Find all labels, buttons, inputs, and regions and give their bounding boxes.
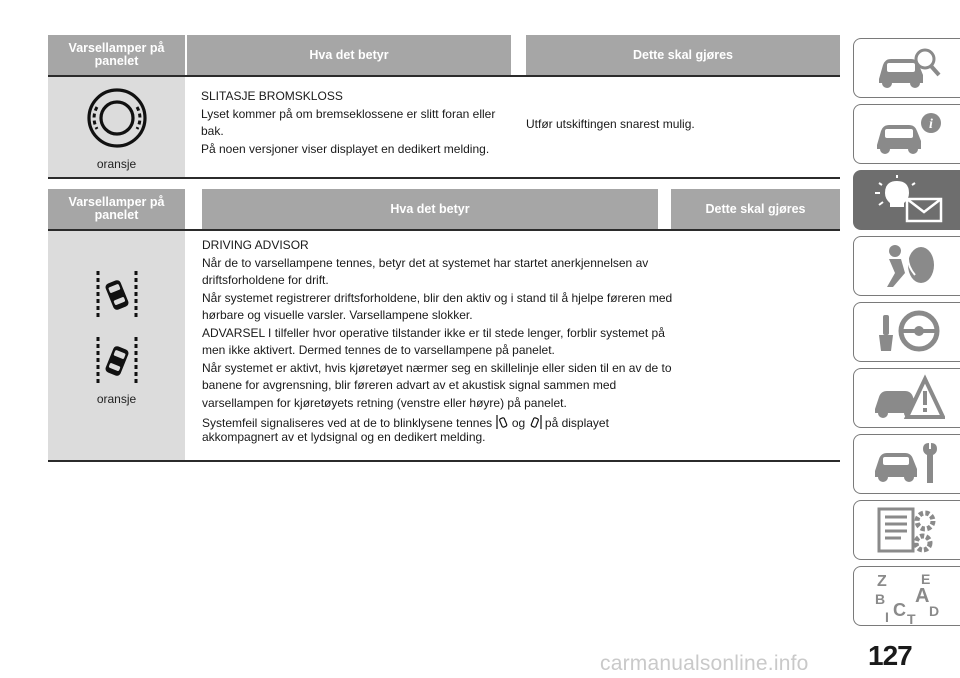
paragraph: Lyset kommer på om bremseklossene er slitt foran eller bak. (201, 106, 496, 138)
paragraph: ADVARSEL I tilfeller hvor operative tilstander ikke er til stede lenger, forblir systemet på men ikke aktivert. Dermed tennes de to varsellampene på panelet. (202, 325, 665, 357)
table-row (48, 77, 840, 179)
action-text: Utfør utskiftingen snarest mulig. (526, 117, 695, 132)
lane-left-icon (92, 267, 142, 323)
paragraph: Når systemet er aktivt, hvis kjøretøyet nærmer seg en skillelinje eller siden til en av de to banene for avgrensning, blir føreren advart av et akustisk signal sammen med varsellampen for kjøretøyets retning (venstre eller høyre) på panelet. (202, 360, 672, 410)
lane-left-small-icon (496, 415, 509, 429)
airbag-person-icon (871, 241, 945, 291)
icon-color-label: oransje (96, 157, 137, 171)
action-cell (525, 73, 840, 177)
entry-title: SLITASJE BROMSKLOSS (201, 89, 343, 103)
tab-car-search[interactable] (853, 38, 960, 98)
page-number: 127 (868, 640, 912, 671)
tab-emergency[interactable] (853, 368, 960, 428)
header-action: Dette skal gjøres (526, 35, 840, 75)
svg-text:T: T (906, 611, 916, 624)
fault-text-after: på displayet (544, 416, 609, 430)
paragraph: På noen versjoner viser displayet en dedikert melding. (201, 141, 490, 156)
header-warning-lights: Varsellamper på panelet (48, 35, 185, 75)
warning-table-driving-advisor (48, 189, 840, 462)
car-warning-triangle-icon (871, 373, 945, 423)
lane-right-icon (92, 333, 142, 389)
fault-text-line2: akkompagnert av et lydsignal og en dedikert melding. (202, 430, 486, 444)
entry-title: DRIVING ADVISOR (202, 238, 309, 252)
fault-text-middle: og (511, 416, 526, 430)
table-header (48, 35, 840, 75)
paragraph: Når systemet registrerer driftsforholdene, blir den aktiv og i stand til å hjelpe føreren med hørbare og visuelle varsler. Varsellampene slokker. (202, 290, 673, 322)
tab-technical-data[interactable] (853, 500, 960, 560)
svg-text:I: I (884, 609, 889, 624)
header-meaning: Hva det betyr (187, 35, 511, 75)
fault-paragraph (202, 415, 675, 444)
tab-safety[interactable] (853, 236, 960, 296)
brake-pad-wear-icon (86, 87, 148, 149)
paragraph: Når de to varsellampene tennes, betyr det at systemet har startet anerkjennelsen av driftsforholdene for drift. (202, 255, 649, 287)
table-header (48, 189, 840, 229)
svg-text:C: C (892, 600, 906, 620)
icon-cell (48, 77, 185, 177)
steering-key-icon (871, 307, 945, 357)
header-warning-lights: Varsellamper på panelet (48, 189, 185, 229)
header-meaning: Hva det betyr (202, 189, 658, 229)
tab-index[interactable] (853, 566, 960, 626)
tab-maintenance[interactable] (853, 434, 960, 494)
warning-light-mail-icon (871, 175, 945, 225)
watermark: carmanualsonline.info (600, 652, 809, 675)
icon-color-label: oransje (96, 392, 137, 406)
header-action: Dette skal gjøres (671, 189, 840, 229)
tab-warning-lights[interactable] (853, 170, 960, 230)
tab-starting-driving[interactable] (853, 302, 960, 362)
svg-text:i: i (928, 117, 933, 132)
alphabet-index-icon (871, 568, 945, 624)
table-row (48, 231, 840, 462)
svg-text:B: B (874, 591, 885, 607)
car-wrench-icon (871, 439, 945, 489)
warning-table-brake-pads (48, 35, 840, 179)
svg-text:Z: Z (876, 573, 887, 590)
fault-text-before: Systemfeil signaliseres ved at de to blinklysene tennes (202, 416, 493, 430)
lane-right-small-icon (529, 415, 542, 429)
icon-cell (48, 231, 185, 460)
tab-car-info[interactable] (853, 104, 960, 164)
car-search-icon (871, 45, 945, 91)
action-cell (675, 231, 840, 460)
meaning-cell (185, 231, 675, 460)
meaning-cell (185, 77, 525, 177)
svg-text:E: E (920, 571, 930, 587)
car-info-icon (871, 111, 945, 157)
svg-text:D: D (928, 603, 939, 619)
checklist-gear-icon (871, 505, 945, 555)
svg-text:A: A (914, 585, 929, 607)
